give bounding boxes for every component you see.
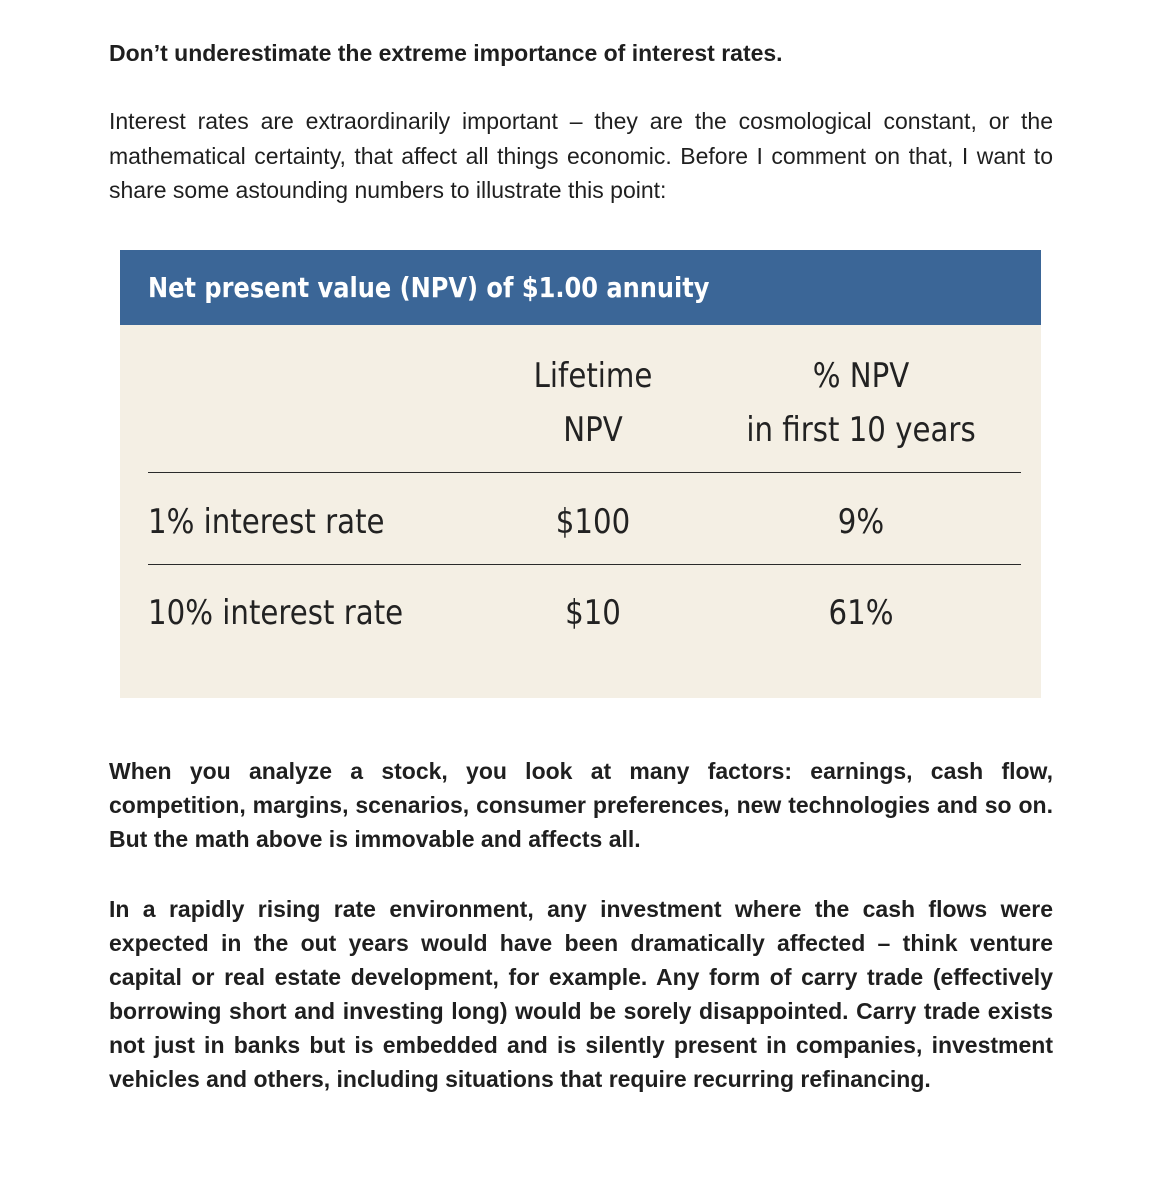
column-header-lifetime-sub: NPV xyxy=(563,410,623,450)
intro-paragraph: Interest rates are extraordinarily important – they are the cosmological constant, or the mathematical certainty, that affect all things economic. Before I comment on that, I want to share some astounding numbers to illustrate this point: xyxy=(109,108,1053,203)
analysis-paragraph: When you analyze a stock, you look at many factors: earnings, cash flow, competition, margins, scenarios, consumer preferences, new technologies and so on. But the math above is immovable and affects all. xyxy=(109,758,1053,852)
table-divider xyxy=(148,564,1021,565)
column-header-pct-npv-sub: in first 10 years xyxy=(746,410,976,450)
cell-lifetime-npv-10pct: $10 xyxy=(565,593,621,633)
cell-pct-npv-1pct: 9% xyxy=(837,502,885,542)
table-title: Net present value (NPV) of $1.00 annuity xyxy=(148,271,710,304)
table-divider xyxy=(148,472,1021,473)
npv-table-card xyxy=(120,250,1041,698)
column-header-lifetime: Lifetime xyxy=(533,356,653,396)
cell-pct-npv-10pct: 61% xyxy=(828,593,894,633)
row-label-1pct: 1% interest rate xyxy=(148,502,385,542)
column-header-pct-npv: % NPV xyxy=(812,356,910,396)
cell-lifetime-npv-1pct: $100 xyxy=(555,502,631,542)
section-heading: Don’t underestimate the extreme importance of interest rates. xyxy=(109,40,783,66)
carry-trade-paragraph: In a rapidly rising rate environment, any investment where the cash flows were expected in the out years would have been dramatically affected – think venture capital or real estate development, for example. Any form of carry trade (effectively borrowing short and investing long) would be sorely disappointed. Carry trade exists not just in banks but is embedded and is silently present in companies, investment vehicles and others, including situations that require recurring refinancing. xyxy=(109,896,1053,1092)
table-header-bar xyxy=(120,250,1041,325)
row-label-10pct: 10% interest rate xyxy=(148,593,404,633)
